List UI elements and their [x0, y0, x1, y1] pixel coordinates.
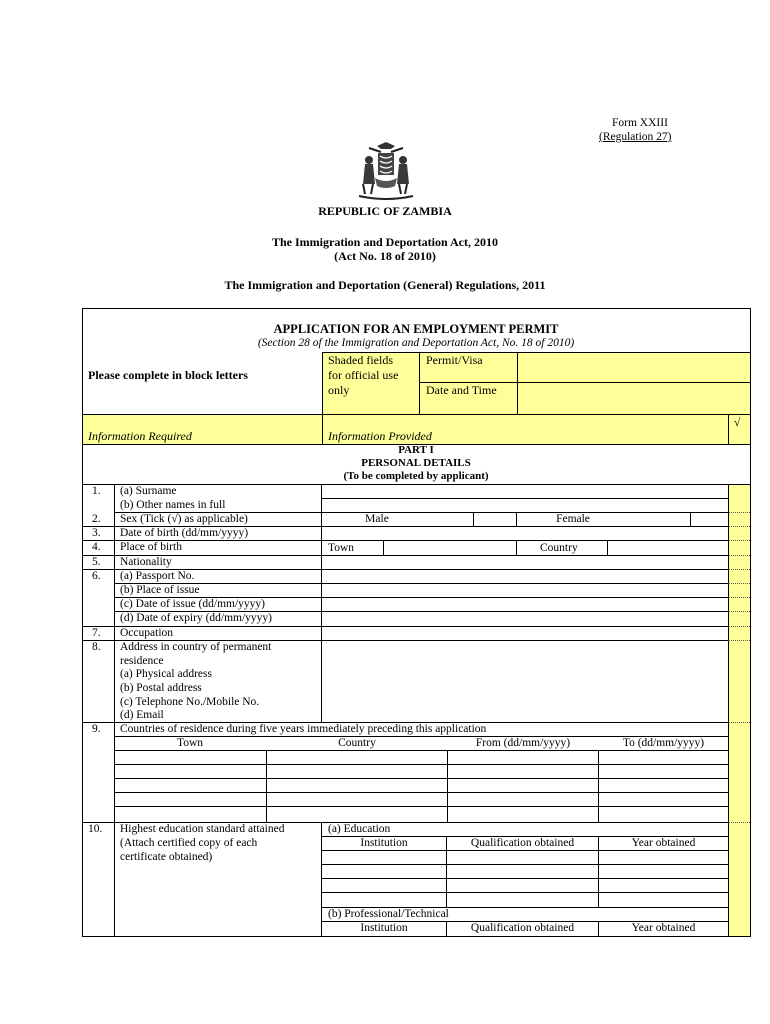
nationality-field[interactable]	[322, 556, 727, 568]
other-names-field[interactable]	[322, 499, 727, 511]
permit-visa-label: Permit/Visa	[426, 353, 483, 367]
col-from-header: From (dd/mm/yyyy)	[475, 737, 571, 749]
countries-label: Countries of residence during five years immediately preceding this application	[120, 723, 487, 735]
other-names-label: (b) Other names in full	[120, 499, 226, 511]
pob-town-field[interactable]	[383, 540, 517, 556]
prof-year-header: Year obtained	[631, 922, 696, 934]
act-number: (Act No. 18 of 2010)	[334, 249, 436, 263]
date-expiry-label: (d) Date of expiry (dd/mm/yyyy)	[120, 612, 273, 624]
edu-institution-header: Institution	[360, 837, 408, 849]
occupation-field[interactable]	[322, 627, 727, 639]
form-title: APPLICATION FOR AN EMPLOYMENT PERMIT	[273, 322, 559, 336]
female-checkbox[interactable]	[690, 512, 729, 527]
surname-label: (a) Surname	[120, 485, 177, 497]
postal-address-label: (b) Postal address	[120, 682, 202, 694]
part-title: PART I	[398, 444, 434, 456]
passport-field[interactable]	[322, 570, 727, 582]
professional-section-label: (b) Professional/Technical	[328, 908, 449, 920]
col-country-header: Country	[338, 737, 376, 749]
female-label: Female	[556, 513, 590, 525]
item-number-4: 4.	[92, 541, 101, 553]
dob-label: Date of birth (dd/mm/yyyy)	[120, 527, 249, 539]
pob-label: Place of birth	[120, 541, 182, 553]
date-issue-field[interactable]	[322, 598, 727, 610]
tick-column-mark: √	[734, 417, 741, 429]
edu-qualification-header: Qualification obtained	[470, 837, 575, 849]
date-time-field[interactable]	[518, 383, 749, 413]
passport-label: (a) Passport No.	[120, 570, 195, 582]
form-subtitle: (Section 28 of the Immigration and Deportation Act, No. 18 of 2010)	[257, 337, 575, 349]
part-subtitle: PERSONAL DETAILS	[361, 457, 471, 469]
shaded-note-2: for official use	[328, 368, 399, 382]
coat-of-arms-emblem	[355, 140, 417, 202]
shaded-note-1: Shaded fields	[328, 353, 393, 367]
part-note: (To be completed by applicant)	[343, 470, 489, 482]
item-number-5: 5.	[92, 556, 101, 568]
regulations-title: The Immigration and Deportation (General) Regulations, 2011	[224, 278, 546, 292]
education-section-label: (a) Education	[328, 823, 391, 835]
item-number-1: 1.	[92, 485, 101, 497]
prof-institution-header: Institution	[360, 922, 408, 934]
education-table[interactable]	[322, 851, 727, 906]
official-column-shade	[728, 484, 750, 936]
item-number-9: 9.	[92, 723, 101, 735]
item-number-3: 3.	[92, 527, 101, 539]
place-issue-label: (b) Place of issue	[120, 584, 200, 596]
address-label-2: residence	[120, 655, 164, 667]
nationality-label: Nationality	[120, 556, 172, 568]
republic-heading: REPUBLIC OF ZAMBIA	[318, 204, 452, 218]
email-label: (d) Email	[120, 709, 164, 721]
item-number-6: 6.	[92, 570, 101, 582]
item-number-8: 8.	[92, 641, 101, 653]
col-to-header: To (dd/mm/yyyy)	[622, 737, 705, 749]
pob-country-label: Country	[540, 542, 578, 554]
info-provided-label: Information Provided	[328, 429, 432, 443]
date-expiry-field[interactable]	[322, 612, 727, 625]
regulation-ref: (Regulation 27)	[599, 131, 672, 143]
address-field[interactable]	[322, 641, 727, 721]
male-label: Male	[365, 513, 389, 525]
address-label-1: Address in country of permanent	[120, 641, 272, 653]
act-title: The Immigration and Deportation Act, 2010	[272, 235, 498, 249]
shaded-note-3: only	[328, 383, 350, 397]
residence-history-table[interactable]	[115, 751, 727, 821]
education-label-3: certificate obtained)	[120, 851, 213, 863]
col-town-header: Town	[176, 737, 204, 749]
pob-country-field[interactable]	[607, 540, 729, 556]
permit-visa-field[interactable]	[518, 353, 749, 381]
date-time-label: Date and Time	[426, 383, 497, 397]
occupation-label: Occupation	[120, 627, 174, 639]
item-number-7: 7.	[92, 627, 101, 639]
edu-year-header: Year obtained	[631, 837, 696, 849]
item-number-10: 10.	[88, 823, 103, 835]
info-required-label: Information Required	[88, 429, 192, 443]
male-checkbox[interactable]	[473, 512, 517, 527]
sex-label: Sex (Tick (√) as applicable)	[120, 513, 248, 525]
telephone-label: (c) Telephone No./Mobile No.	[120, 696, 260, 708]
surname-field[interactable]	[322, 485, 727, 497]
prof-qualification-header: Qualification obtained	[470, 922, 575, 934]
dob-field[interactable]	[322, 527, 727, 539]
date-issue-label: (c) Date of issue (dd/mm/yyyy)	[120, 598, 265, 610]
place-issue-field[interactable]	[322, 584, 727, 596]
physical-address-label: (a) Physical address	[120, 668, 212, 680]
item-number-2: 2.	[92, 513, 101, 525]
education-label-1: Highest education standard attained	[120, 823, 285, 835]
education-label-2: (Attach certified copy of each	[120, 837, 258, 849]
form-number: Form XXIII	[612, 117, 668, 129]
block-letters-note: Please complete in block letters	[88, 368, 248, 382]
pob-town-label: Town	[328, 542, 355, 554]
